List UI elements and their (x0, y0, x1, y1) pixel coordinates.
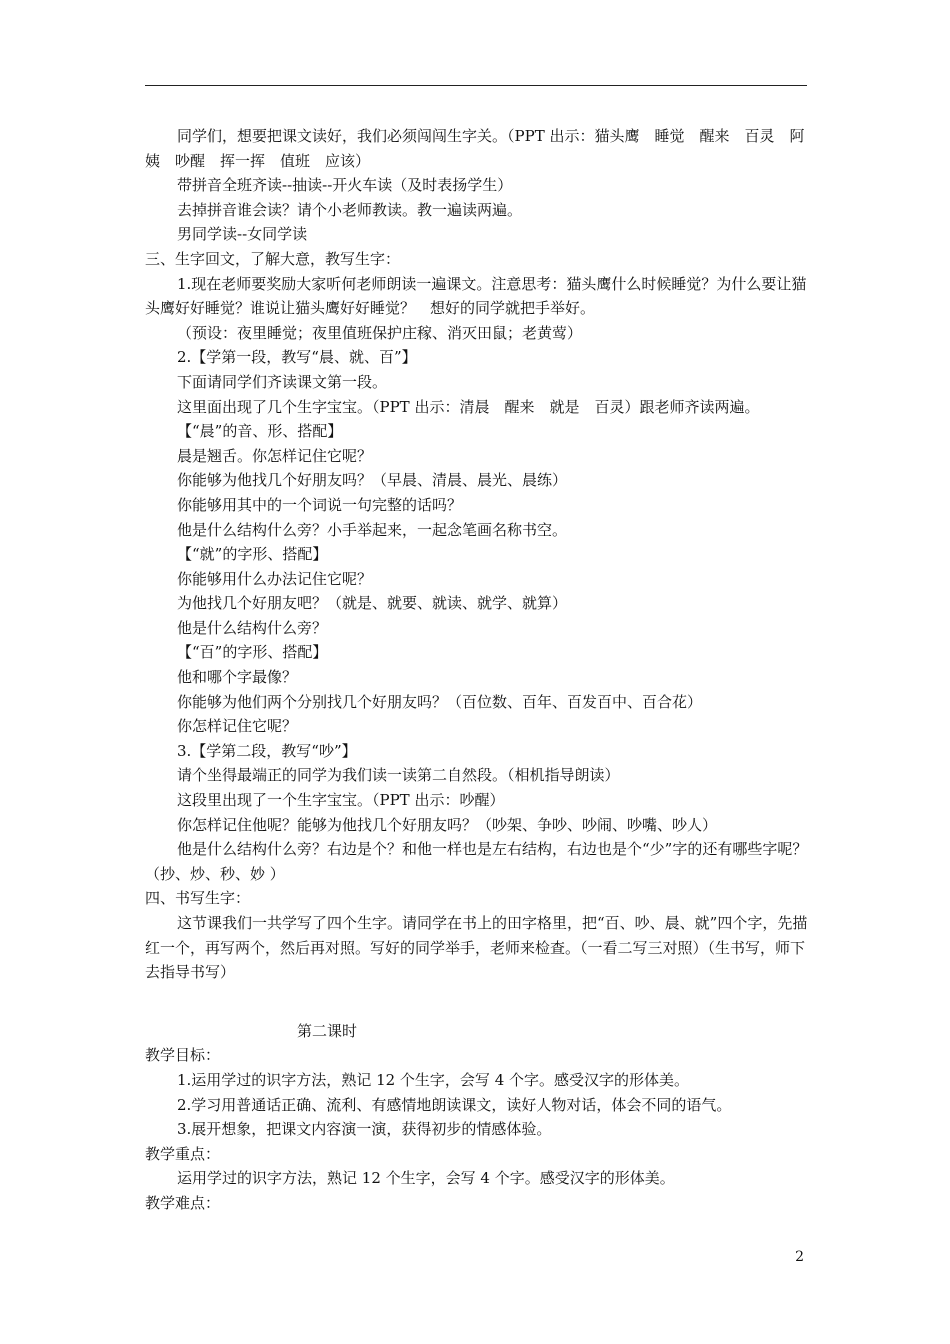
paragraph: 你能够为他找几个好朋友吗？（早晨、清晨、晨光、晨练） (177, 471, 568, 490)
paragraph: 你能够用什么办法记住它呢？ (177, 569, 373, 588)
paragraph: 2.学习用普通话正确、流利、有感情地朗读课文，读好人物对话，体会不同的语气。 (177, 1095, 732, 1114)
section-heading: 教学目标： (145, 1046, 221, 1065)
paragraph: 这段里出现了一个生字宝宝。（PPT 出示：吵醒） (177, 791, 505, 810)
paragraph: 他是什么结构什么旁？ (177, 618, 328, 637)
paragraph: 去掉拼音谁会读？请个小老师教读。教一遍读两遍。 (177, 200, 523, 219)
section-heading: 四、书写生字： (145, 889, 251, 908)
paragraph: （预设：夜里睡觉；夜里值班保护庄稼、消灭田鼠；老黄莺） (177, 323, 583, 342)
paragraph: 2.【学第一段，教写“晨、就、百”】 (177, 348, 417, 367)
paragraph: 1.现在老师要奖励大家听何老师朗读一遍课文。注意思考：猫头鹰什么时候睡觉？为什么要让猫头鹰好好睡觉？谁说让猫头鹰好好睡觉？ 想好的同学就把手举好。 (145, 274, 807, 318)
paragraph: 这里面出现了几个生字宝宝。（PPT 出示：清晨 醒来 就是 百灵）跟老师齐读两遍。 (177, 397, 760, 416)
paragraph: 3.展开想象，把课文内容演一演，获得初步的情感体验。 (177, 1120, 552, 1139)
document-body (145, 124, 809, 1216)
section-heading: 三、生字回文，了解大意，教写生字： (145, 249, 401, 268)
paragraph: 你怎样记住它呢？ (177, 717, 298, 736)
section-spacer (145, 985, 809, 1019)
paragraph: 晨是翘舌。你怎样记住它呢？ (177, 446, 373, 465)
paragraph: 你能够用其中的一个词说一句完整的话吗？ (177, 495, 463, 514)
paragraph: 运用学过的识字方法，熟记 12 个生字，会写 4 个字。感受汉字的形体美。 (177, 1169, 675, 1188)
paragraph: 下面请同学们齐读课文第一段。 (177, 372, 388, 391)
paragraph: 【“百”的字形、搭配】 (177, 643, 328, 662)
paragraph: 你能够为他们两个分别找几个好朋友吗？（百位数、百年、百发百中、百合花） (177, 692, 703, 711)
paragraph: 这节课我们一共学写了四个生字。请同学在书上的田字格里，把“百、吵、晨、就”四个字，先描红一个，再写两个，然后再对照。写好的同学举手，老师来检查。（一看二写三对照）（生书写，师下去指导书写） (145, 914, 808, 982)
paragraph: 3.【学第二段，教写“吵”】 (177, 741, 357, 760)
paragraph: 他和哪个字最像？ (177, 668, 298, 687)
paragraph: 【“就”的字形、搭配】 (177, 545, 328, 564)
paragraph: 他是什么结构什么旁？小手举起来，一起念笔画名称书空。 (177, 520, 568, 539)
paragraph: 同学们，想要把课文读好，我们必须闯闯生字关。（PPT 出示：猫头鹰 睡觉 醒来 百灵 阿姨 吵醒 挥一挥 值班 应该） (145, 127, 805, 170)
paragraph: 他是什么结构什么旁？右边是个？和他一样也是左右结构，右边也是个“少”字的还有哪些字呢？（抄、炒、秒、妙 ） (145, 840, 808, 883)
paragraph: 1.运用学过的识字方法，熟记 12 个生字，会写 4 个字。感受汉字的形体美。 (177, 1070, 690, 1089)
paragraph: 【“晨”的音、形、搭配】 (177, 422, 343, 441)
section-title: 第二课时 (297, 1021, 358, 1040)
paragraph: 为他找几个好朋友吧？（就是、就要、就读、就学、就算） (177, 594, 568, 613)
paragraph: 请个坐得最端正的同学为我们读一读第二自然段。（相机指导朗读） (177, 766, 620, 785)
page-number: 2 (795, 1249, 804, 1265)
paragraph: 你怎样记住他呢？能够为他找几个好朋友吗？（吵架、争吵、吵闹、吵嘴、吵人） (177, 815, 718, 834)
paragraph: 带拼音全班齐读--抽读--开火车读（及时表扬学生） (177, 176, 513, 195)
section-heading: 教学重点： (145, 1144, 221, 1163)
header-rule (145, 85, 807, 86)
section-heading: 教学难点： (145, 1193, 221, 1212)
paragraph: 男同学读--女同学读 (177, 225, 308, 244)
